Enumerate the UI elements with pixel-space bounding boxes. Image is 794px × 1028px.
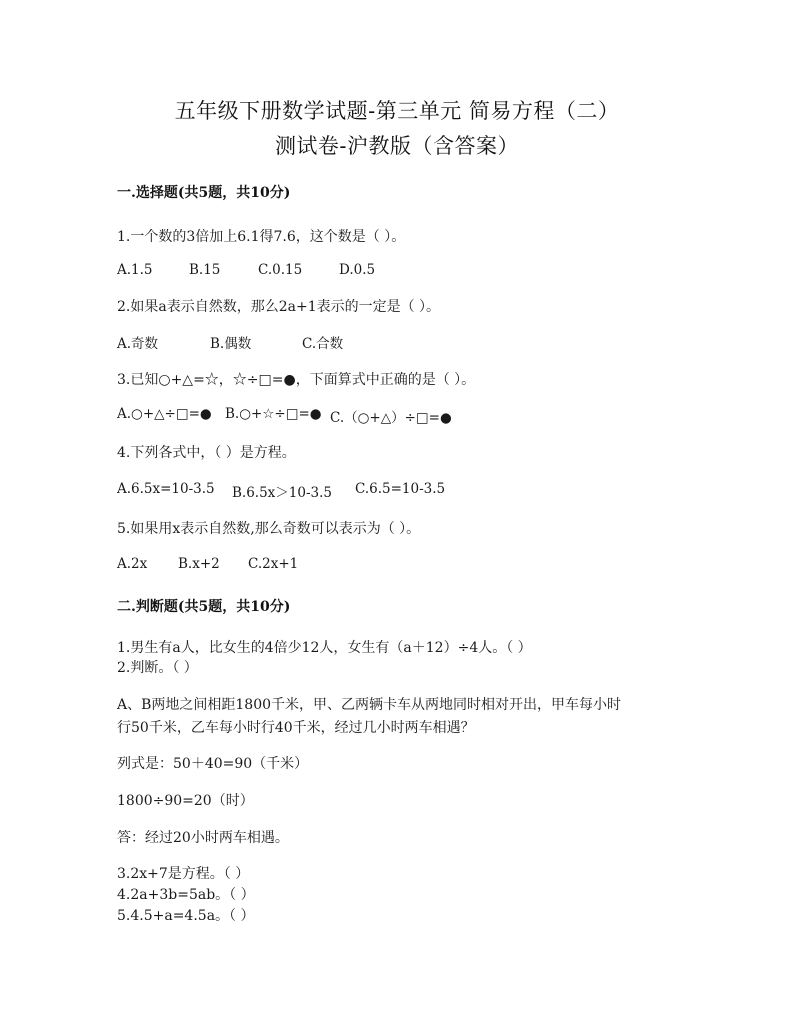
question-4-option-c: C.6.5=10-3.5 (355, 481, 446, 497)
judgment-2-formula: 列式是：50＋40=90（千米） (117, 756, 309, 772)
judgment-4-text: 4.2a+3b=5ab。（ ） (117, 887, 255, 903)
section-2-heading: 二.判断题(共5题，共10分) (117, 599, 291, 615)
document-title-line-2: 测试卷-沪教版（含答案） (274, 134, 520, 158)
judgment-2-text: 2.判断。（ ） (117, 660, 198, 676)
question-4-text: 4.下列各式中，（ ）是方程。 (117, 445, 296, 461)
judgment-2-calculation: 1800÷90=20（时） (117, 793, 254, 809)
question-5-text: 5.如果用x表示自然数,那么奇数可以表示为（ ）。 (117, 521, 421, 537)
judgment-1-text: 1.男生有a人，比女生的4倍少12人，女生有（a＋12）÷4人。（ ） (117, 640, 532, 656)
judgment-2-body-line-2: 行50千米，乙车每小时行40千米，经过几小时两车相遇？ (117, 720, 475, 736)
section-1-heading: 一.选择题(共5题，共10分) (117, 185, 291, 201)
judgment-2-answer: 答：经过20小时两车相遇。 (117, 830, 289, 846)
question-2-option-b: B.偶数 (210, 336, 252, 352)
question-3-option-b: B.○+☆÷□=● (225, 406, 322, 422)
question-1-option-a: A.1.5 (117, 262, 153, 278)
question-1-option-b: B.15 (189, 262, 221, 278)
question-1-option-d: D.0.5 (339, 262, 376, 278)
question-4-option-b: B.6.5x＞10-3.5 (232, 485, 333, 501)
judgment-3-text: 3.2x+7是方程。（ ） (117, 866, 250, 882)
question-3-option-a: A.○+△÷□=● (117, 406, 212, 422)
question-2-option-c: C.合数 (302, 336, 344, 352)
judgment-2-body-line-1: A、B两地之间相距1800千米，甲、乙两辆卡车从两地同时相对开出，甲车每小时 (117, 697, 622, 713)
question-2-text: 2.如果a表示自然数，那么2a+1表示的一定是（ ）。 (117, 299, 441, 315)
question-1-option-c: C.0.15 (258, 262, 303, 278)
question-5-option-a: A.2x (117, 556, 148, 572)
question-3-text: 3.已知○+△=☆，☆÷□=●，下面算式中正确的是（ ）。 (117, 372, 476, 388)
question-1-text: 1.一个数的3倍加上6.1得7.6，这个数是（ ）。 (117, 229, 406, 245)
question-2-option-a: A.奇数 (117, 336, 159, 352)
judgment-5-text: 5.4.5+a=4.5a。（ ） (117, 908, 255, 924)
question-3-option-c: C.（○+△）÷□=● (330, 410, 452, 426)
question-5-option-c: C.2x+1 (248, 556, 299, 572)
question-4-option-a: A.6.5x=10-3.5 (117, 481, 215, 497)
document-title-line-1: 五年级下册数学试题-第三单元 简易方程（二） (174, 99, 620, 123)
question-5-option-b: B.x+2 (178, 556, 220, 572)
